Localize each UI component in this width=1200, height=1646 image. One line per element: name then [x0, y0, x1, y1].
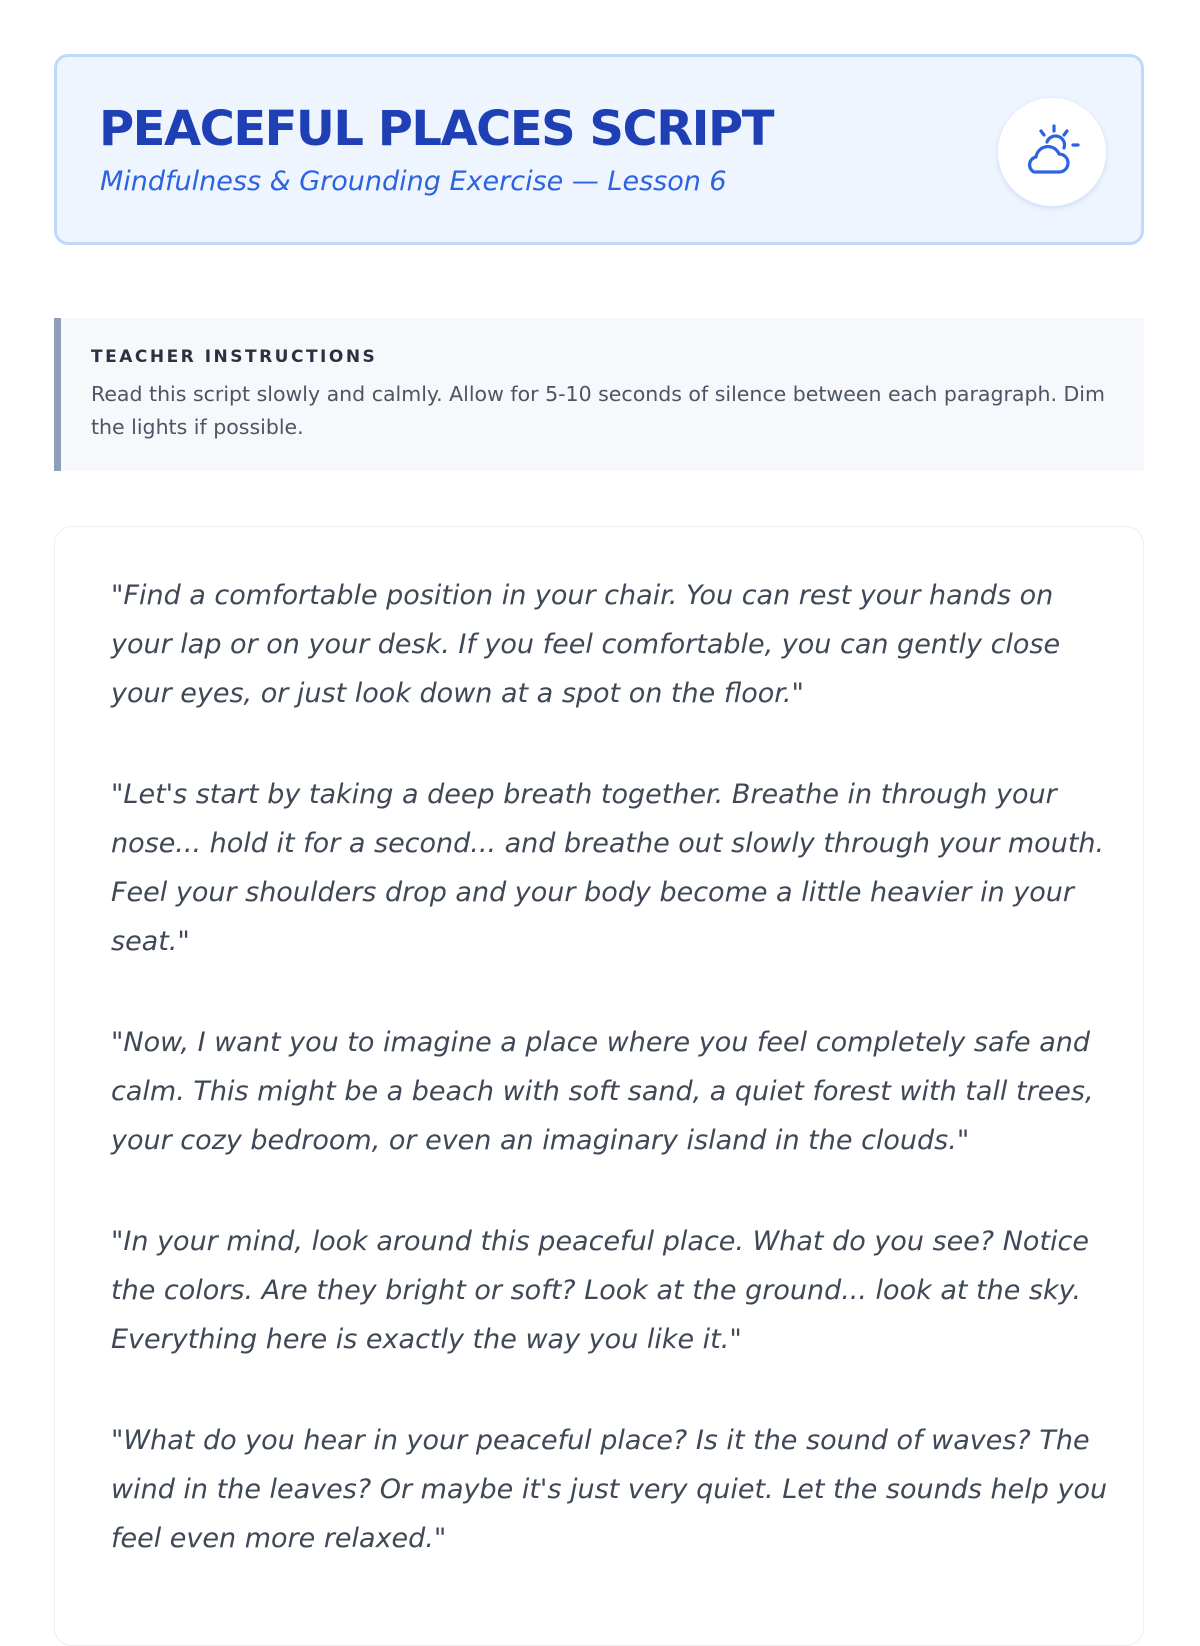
script-paragraph: "Find a comfortable position in your chair. You can rest your hands on your lap or on your desk. If you feel comfortable, you can gently close your eyes, or just look down at a spot on the floor."	[111, 580, 1061, 709]
page-title: PEACEFUL PLACES SCRIPT	[99, 101, 773, 157]
lesson-header	[54, 54, 1144, 245]
script-paragraph: "What do you hear in your peaceful place? Is it the sound of waves? The wind in the leaves? Or maybe it's just very quiet. Let the sounds help you feel even more relaxed."	[111, 1425, 1108, 1554]
script-card	[54, 526, 1144, 1646]
page-subtitle: Mindfulness & Grounding Exercise — Lesson 6	[100, 166, 727, 197]
instructions-label: TEACHER INSTRUCTIONS	[91, 347, 378, 367]
script-paragraph: "Now, I want you to imagine a place where you feel completely safe and calm. This might be a beach with soft sand, a quiet forest with tall trees, your cozy bedroom, or even an imaginary island in the clouds."	[111, 1027, 1094, 1156]
instructions-text: Read this script slowly and calmly. Allow for 5-10 seconds of silence between each paragraph. Dim the lights if possible.	[91, 382, 1105, 439]
partly-sunny-icon	[998, 98, 1106, 206]
teacher-instructions	[54, 318, 1144, 471]
script-paragraph: "In your mind, look around this peaceful place. What do you see? Notice the colors. Are they bright or soft? Look at the ground... look at the sky. Everything here is exactly the way you like it."	[111, 1226, 1089, 1355]
script-paragraph: "Let's start by taking a deep breath together. Breathe in through your nose... hold it for a second... and breathe out slowly through your mouth. Feel your shoulders drop and your body become a little heavier in your seat."	[111, 779, 1105, 957]
